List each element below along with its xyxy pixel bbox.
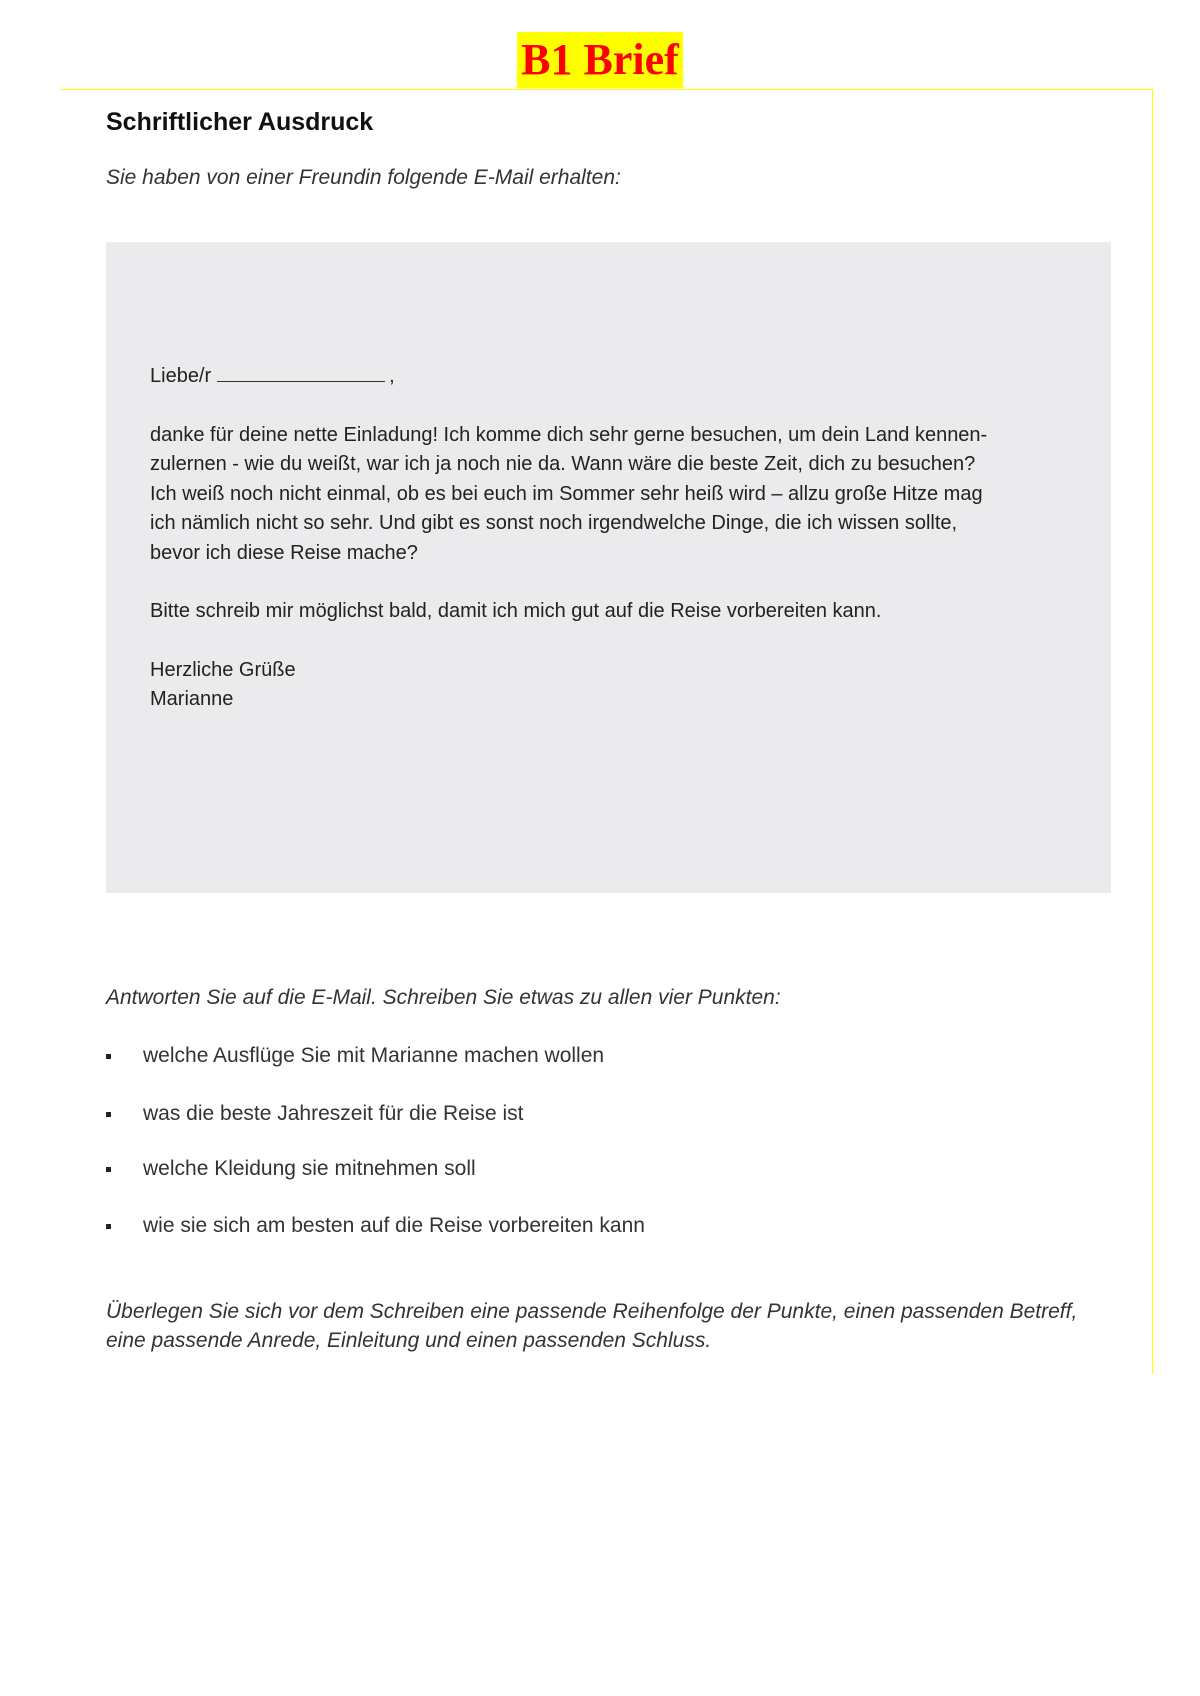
list-item-text: was die beste Jahreszeit für die Reise ist [143,1102,524,1125]
email-body-line: danke für deine nette Einladung! Ich komme dich sehr gerne besuchen, um dein Land kennen- [150,423,988,446]
email-body-line: bevor ich diese Reise mache? [150,541,418,564]
email-signature: Marianne [150,688,234,710]
email-body-line: ich nämlich nicht so sehr. Und gibt es sonst noch irgendwelche Dinge, die ich wissen sollte, [150,512,958,534]
frame-top-border [60,89,1153,90]
name-blank-line [217,363,385,382]
list-item-text: wie sie sich am besten auf die Reise vorbereiten kann [143,1214,645,1237]
email-salutation-line [150,362,1080,392]
closing-line: eine passende Anrede, Einleitung und einen passenden Schluss. [106,1329,712,1352]
bullet-icon [106,1167,111,1172]
bullet-icon [106,1112,111,1117]
title-wrap [0,32,1200,88]
list-item-text: welche Ausflüge Sie mit Marianne machen wollen [143,1044,605,1067]
email-signoff [150,656,1080,715]
email-greeting: Herzliche Grüße [150,658,296,681]
email-body-line: zulernen - wie du weißt, war ich ja noch nie da. Wann wäre die beste Zeit, dich zu besuchen? [150,453,976,475]
task-instruction: Antworten Sie auf die E-Mail. Schreiben Sie etwas zu allen vier Punkten: [106,986,781,1009]
page-title: B1 Brief [517,32,683,88]
closing-instruction [106,1297,1116,1355]
section-heading: Schriftlicher Ausdruck [106,108,374,136]
closing-line: Überlegen Sie sich vor dem Schreiben eine passende Reihenfolge der Punkte, einen passenden Betreff, [106,1300,1078,1323]
email-text [150,362,1080,744]
email-salutation: Liebe/r [150,365,212,387]
email-body [150,421,1080,569]
email-request: Bitte schreib mir möglichst bald, damit ich mich gut auf die Reise vorbereiten kann. [150,600,882,622]
list-item-text: welche Kleidung sie mitnehmen soll [143,1157,476,1180]
intro-instruction: Sie haben von einer Freundin folgende E-Mail erhalten: [106,166,621,189]
email-box [106,242,1111,893]
frame-right-border [1152,89,1153,1374]
email-salutation-comma: , [389,365,395,387]
bullet-icon [106,1224,111,1229]
email-body-line: Ich weiß noch nicht einmal, ob es bei euch im Sommer sehr heiß wird – allzu große Hitze mag [150,482,983,505]
bullet-icon [106,1054,111,1059]
